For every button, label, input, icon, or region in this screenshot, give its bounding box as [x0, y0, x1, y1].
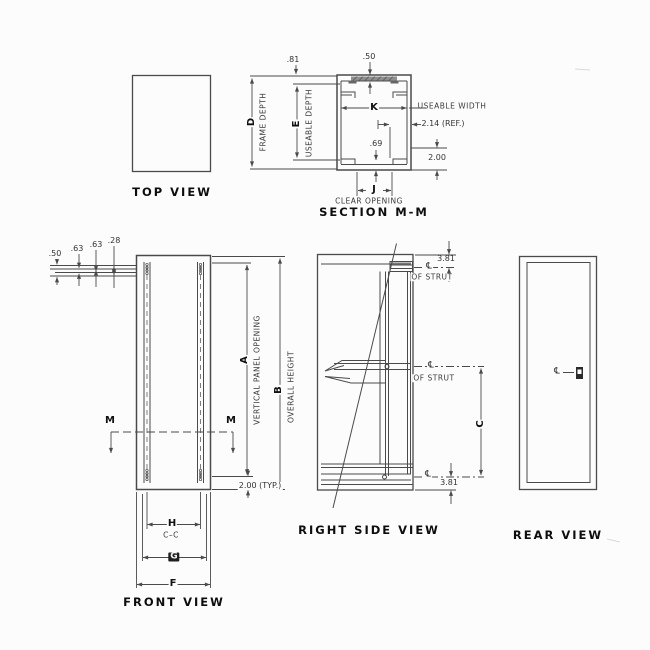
- front-view-linework: [137, 256, 211, 490]
- useable-depth-label: USEABLE DEPTH: [304, 88, 314, 158]
- dim-200-typ: 2.00 (TYP.): [238, 481, 282, 490]
- rail-mounting-holes: [146, 263, 202, 480]
- dim-letter-k: K: [370, 102, 378, 113]
- right-side-view-title: RIGHT SIDE VIEW: [298, 523, 440, 537]
- rear-view-title: REAR VIEW: [512, 528, 604, 542]
- dim-letter-f: F: [169, 578, 177, 589]
- dim-letter-d: D: [246, 117, 257, 127]
- dim-letter-g: G: [170, 551, 178, 562]
- fv-dim-63a: .63: [70, 244, 84, 253]
- centerline-icon: ℄: [425, 469, 431, 480]
- dim-381-top: 3.81: [437, 254, 455, 263]
- center-to-center-label: C–C: [163, 530, 179, 540]
- dim-381-bottom: 3.81: [440, 478, 458, 487]
- top-view-title: TOP VIEW: [132, 185, 212, 199]
- overall-height-label: OVERALL HEIGHT: [286, 350, 296, 424]
- front-view-title: FRONT VIEW: [123, 595, 225, 609]
- of-strut-label-mid: OF STRUT: [413, 373, 455, 383]
- dim-point81: .81: [286, 55, 300, 64]
- section-cut-m-left: M: [105, 415, 115, 426]
- diagonal-brace: [333, 244, 397, 509]
- section-cut-m-right: M: [226, 415, 236, 426]
- dim-200: 2.00: [428, 153, 446, 162]
- dim-point69: .69: [369, 139, 383, 148]
- right-side-view-linework: [318, 244, 414, 509]
- dim-letter-j: J: [372, 184, 376, 195]
- clear-opening-label: CLEAR OPENING: [335, 196, 403, 206]
- dim-point50: .50: [362, 52, 376, 61]
- dim-letter-a: A: [239, 356, 250, 364]
- dim-letter-c: C: [475, 420, 486, 428]
- fv-dim-50: .50: [48, 249, 62, 258]
- strut-bracket-lower: [325, 377, 386, 384]
- fv-dim-28: .28: [107, 236, 121, 245]
- dim-letter-e: E: [291, 120, 302, 128]
- useable-width-label: USEABLE WIDTH: [417, 101, 487, 111]
- top-view-outline: [133, 76, 211, 172]
- fv-dim-63b: .63: [89, 240, 103, 249]
- section-mm-linework: [337, 75, 411, 170]
- section-mm-title: SECTION M-M: [319, 205, 429, 219]
- centerline-icon: ℄: [426, 261, 432, 272]
- frame-depth-label: FRAME DEPTH: [258, 92, 268, 152]
- ref-214-label: 2.14 (REF.): [421, 119, 465, 128]
- dim-letter-b: B: [273, 386, 284, 394]
- centerline-icon: ℄: [428, 360, 434, 371]
- scan-artifacts: [575, 69, 620, 542]
- dim-letter-h: H: [167, 518, 177, 529]
- centerline-icon: ℄: [554, 366, 560, 377]
- vertical-panel-opening-label: VERTICAL PANEL OPENING: [252, 315, 262, 425]
- of-strut-label-top: OF STRUT: [411, 272, 453, 282]
